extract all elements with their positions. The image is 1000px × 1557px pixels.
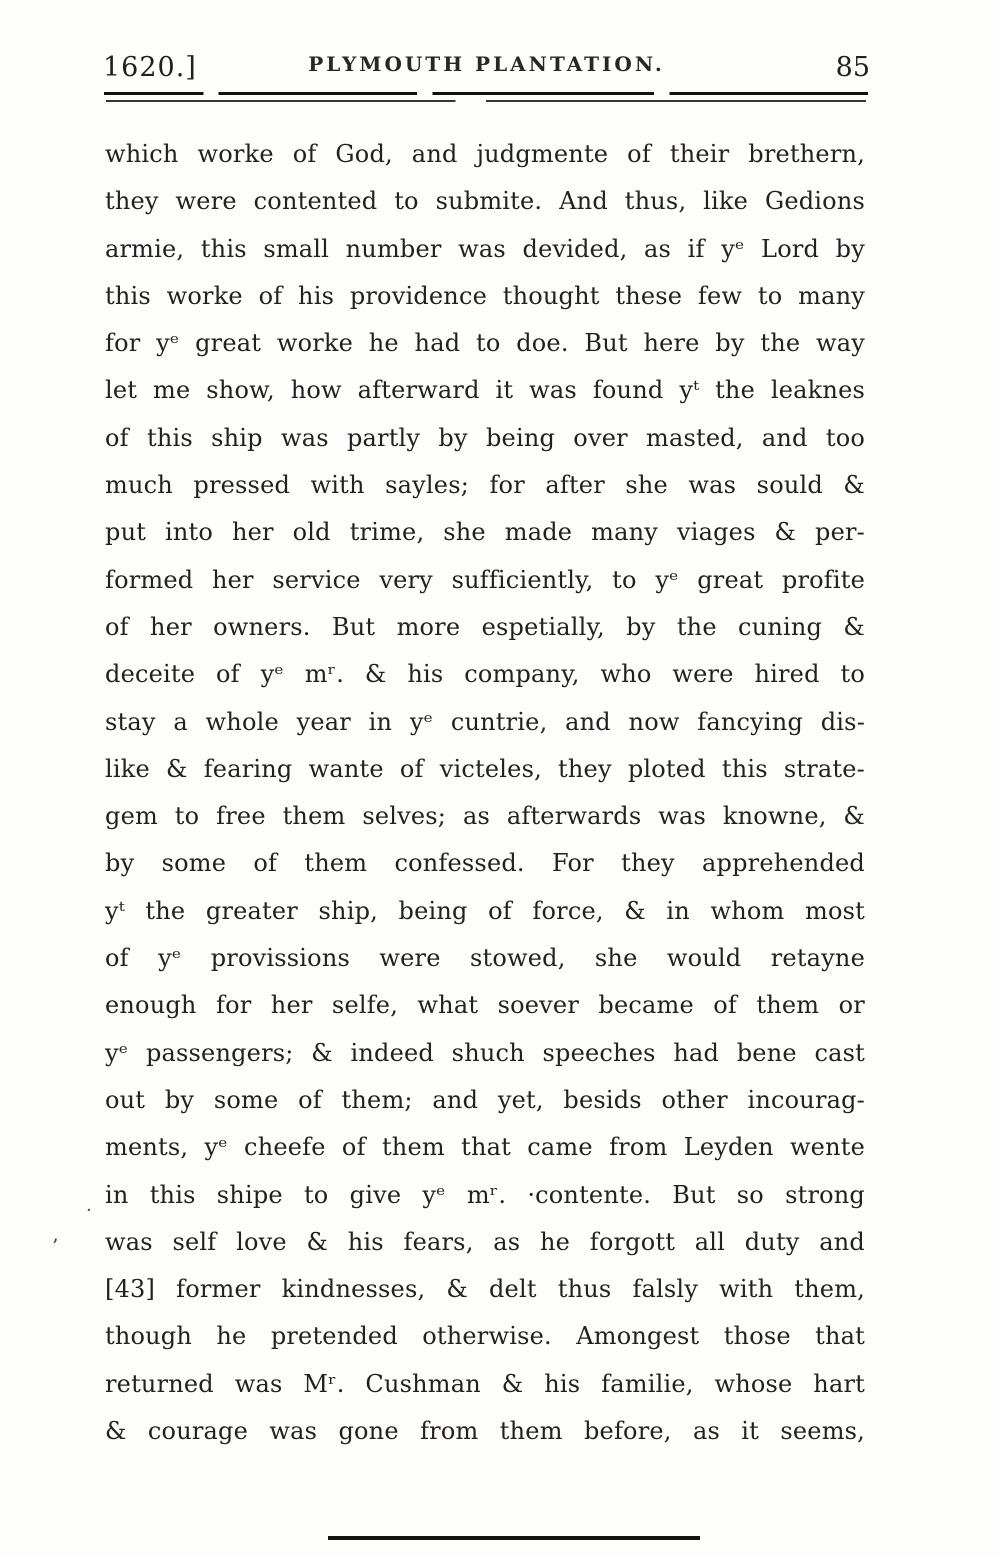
bottom-partial-rule [328,1536,700,1541]
text-line: ments, yᵉ cheefe of them that came from Leyden wente [105,1133,865,1162]
text-line: returned was Mʳ. Cushman & his familie, whose hart [105,1369,865,1398]
text-line: deceite of yᵉ mʳ. & his company, who were hired to [105,660,865,689]
year-label: 1620.] [103,52,197,83]
text-line: [43] former kindnesses, & delt thus falsly with them, [105,1275,865,1304]
text-line: armie, this small number was devided, as if yᵉ Lord by [105,234,865,263]
page-header [103,52,870,88]
text-line: of her owners. But more espetially, by the cuning & [105,612,865,641]
running-title: PLYMOUTH PLANTATION. [308,52,665,76]
text-line: gem to free them selves; as afterwards was knowne, & [105,802,865,831]
text-line: & courage was gone from them before, as it seems, [105,1417,865,1446]
text-line: by some of them confessed. For they apprehended [105,849,865,878]
page-number: 85 [835,52,870,83]
text-line: this worke of his providence thought these few to many [105,281,865,310]
text-line: formed her service very sufficiently, to yᵉ great profite [105,565,865,594]
scan-artifact-tick: ’ [52,1234,59,1258]
header-double-rule [104,92,868,104]
text-line: yᵉ passengers; & indeed shuch speeches had bene cast [105,1038,865,1067]
text-line: enough for her selfe, what soever became of them or [105,991,865,1020]
text-line: they were contented to submite. And thus, like Gedions [105,187,865,216]
text-line: put into her old trime, she made many viages & per- [105,518,865,547]
text-line: in this shipe to give yᵉ mʳ. ·contente. But so strong [105,1180,865,1209]
text-line: though he pretended otherwise. Amongest those that [105,1322,865,1351]
text-line: like & fearing wante of victeles, they ploted this strate- [105,754,865,783]
body-text [105,131,865,1455]
text-line: of yᵉ provissions were stowed, she would retayne [105,944,865,973]
text-line: out by some of them; and yet, besids other incourag- [105,1085,865,1114]
text-line: much pressed with sayles; for after she was sould & [105,471,865,500]
text-line: for yᵉ great worke he had to doe. But here by the way [105,329,865,358]
text-line: stay a whole year in yᵉ cuntrie, and now fancying dis- [105,707,865,736]
text-line: of this ship was partly by being over masted, and too [105,423,865,452]
text-line: let me show, how afterward it was found yᵗ the leaknes [105,376,865,405]
text-line: yᵗ the greater ship, being of force, & in whom most [105,896,865,925]
text-line: which worke of God, and judgmente of their brethern, [105,140,865,168]
text-line: was self love & his fears, as he forgott all duty and [105,1227,865,1256]
scan-artifact-dot: · [86,1200,92,1221]
